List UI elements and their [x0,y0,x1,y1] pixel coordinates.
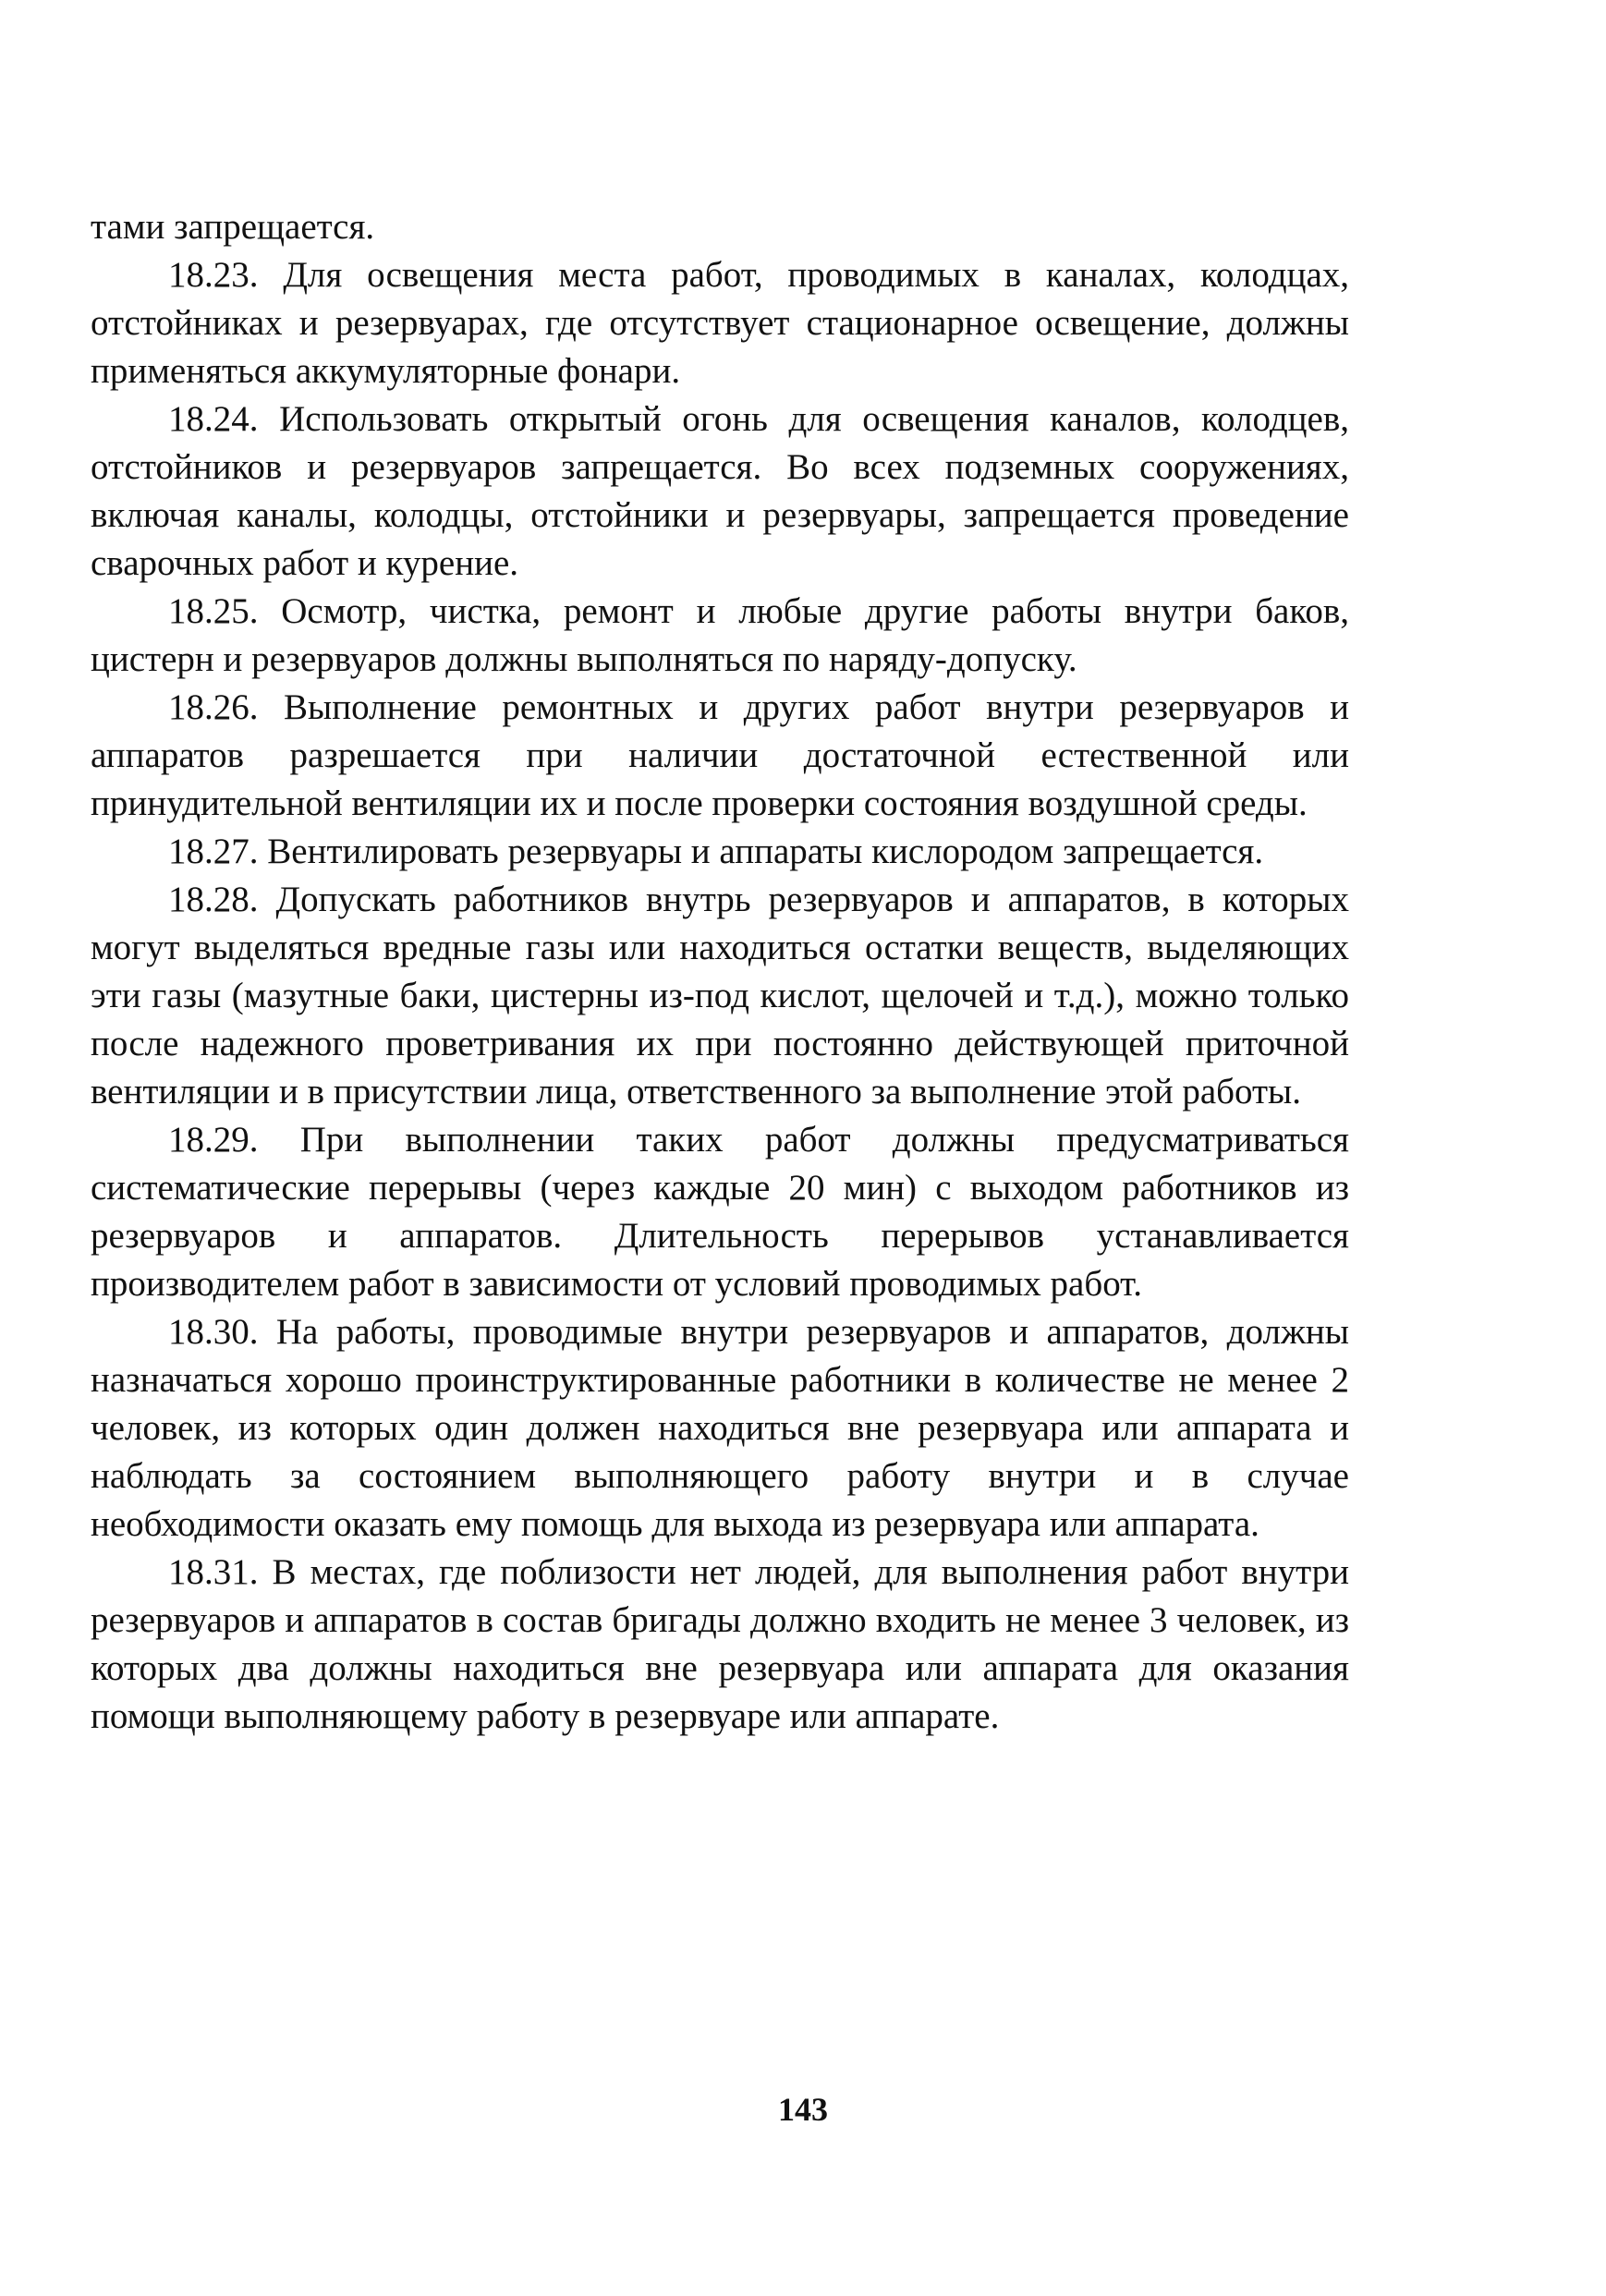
paragraph-number: 18.28. [168,880,259,919]
paragraph-number: 18.27. [168,832,259,871]
paragraph-18-24 [91,395,1349,588]
paragraph-18-29 [91,1116,1349,1308]
paragraph-number: 18.26. [168,687,259,727]
paragraph-text: В местах, где поблизости нет людей, для выполнения работ внутри резервуаров и аппаратов в состав бригады должно входить не менее 3 человек, из которых два должны находиться вне резервуара или аппарата для оказания помощи выполняющему работу в резервуаре или аппарате. [91,1552,1349,1736]
paragraph-text: Осмотр, чистка, ремонт и любые другие работы внутри баков, цистерн и резервуаров должны выполняться по наряду-допуску. [91,591,1349,679]
paragraph-text: Допускать работников внутрь резервуаров и аппаратов, в которых могут выделяться вредные газы или находиться остатки веществ, выделяющих эти газы (мазутные баки, цистерны из-под кислот, щелочей и т.д.), можно только после надежного проветривания их при постоянно действующей приточной вентиляции и в присутствии лица, ответственного за выполнение этой работы. [91,880,1349,1112]
continuation-text: тами запрещается. [91,207,375,247]
paragraph-text: Использовать открытый огонь для освещения каналов, колодцев, отстойников и резервуаров запрещается. Во всех подземных сооружениях, включая каналы, колодцы, отстойники и резервуары, запрещается проведение сварочных работ и курение. [91,399,1350,583]
paragraph-number: 18.29. [168,1120,259,1160]
paragraph-text: Выполнение ремонтных и других работ внутри резервуаров и аппаратов разрешается при наличии достаточной естественной или принудительной вентиляции их и после проверки состояния воздушной среды. [91,687,1350,823]
paragraph-number: 18.31. [168,1552,259,1592]
body-text [91,203,1349,1741]
paragraph-18-27 [91,828,1349,876]
paragraph-text: На работы, проводимые внутри резервуаров и аппаратов, должны назначаться хорошо проинструктированные работники в количестве не менее 2 человек, из которых один должен находиться вне резервуара или аппарата и наблюдать за состоянием выполняющего работу внутри и в случае необходимости оказать ему помощь для выхода из резервуара или аппарата. [91,1312,1349,1544]
paragraph-18-25 [91,588,1349,684]
paragraph-number: 18.30. [168,1312,259,1352]
paragraph-number: 18.24. [168,399,259,439]
paragraph-18-30 [91,1308,1349,1549]
paragraph-18-31 [91,1549,1349,1741]
paragraph-text: При выполнении таких работ должны предусматриваться систематические перерывы (через каждые 20 мин) с выходом работников из резервуаров и аппаратов. Длительность перерывов устанавливается производителем работ в зависимости от условий проводимых работ. [91,1120,1349,1304]
paragraph-18-26 [91,684,1349,828]
paragraph-text: Для освещения места работ, проводимых в каналах, колодцах, отстойниках и резервуарах, где отсутствует стационарное освещение, должны применяться аккумуляторные фонари. [91,255,1350,391]
paragraph-number: 18.25. [168,591,259,631]
paragraph-18-23 [91,251,1349,395]
page-number: 143 [778,2091,828,2128]
paragraph-text: Вентилировать резервуары и аппараты кислородом запрещается. [267,832,1264,871]
paragraph-number: 18.23. [168,255,259,295]
paragraph-18-28 [91,876,1349,1116]
